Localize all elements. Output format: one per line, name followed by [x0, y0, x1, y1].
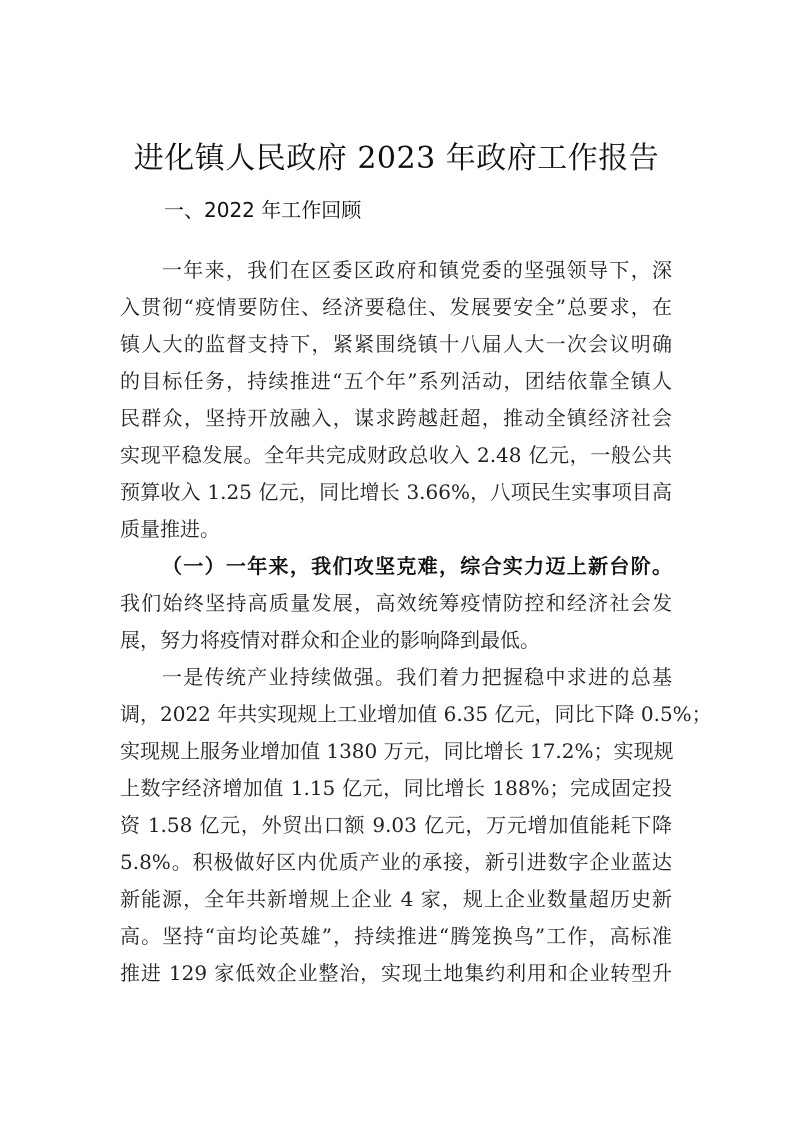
subsection-heading: （一）一年来，我们攻坚克难，综合实力迈上新台阶。	[162, 554, 672, 578]
text-line: 质量推进。	[120, 517, 220, 541]
section-heading: 一、2022 年工作回顾	[164, 198, 362, 222]
text-line: 上数字经济增加值 1.15 亿元，同比增长 188%；完成固定投	[120, 776, 672, 800]
text-line: 新能源，全年共新增规上企业 4 家，规上企业数量超历史新	[120, 887, 672, 911]
text-line: 的目标任务，持续推进“五个年”系列活动，团结依靠全镇人	[120, 369, 672, 393]
text-line: 镇人大的监督支持下，紧紧围绕镇十八届人大一次会议明确	[120, 332, 672, 356]
text-line: 实现平稳发展。全年共完成财政总收入 2.48 亿元，一般公共	[120, 443, 672, 467]
text-line: 展，努力将疫情对群众和企业的影响降到最低。	[120, 628, 540, 652]
text-line: 实现规上服务业增加值 1380 万元，同比增长 17.2%；实现规	[120, 739, 674, 763]
document-title: 进化镇人民政府 2023 年政府工作报告	[133, 141, 660, 176]
text-line: 调，2022 年共实现规上工业增加值 6.35 亿元，同比下降 0.5%；	[120, 702, 712, 726]
text-line: 民群众，坚持开放融入，谋求跨越赶超，推动全镇经济社会	[120, 406, 672, 430]
text-line: 推进 129 家低效企业整治，实现土地集约利用和企业转型升	[120, 961, 672, 985]
text-line: 一年来，我们在区委区政府和镇党委的坚强领导下，深	[162, 258, 672, 282]
text-line: 预算收入 1.25 亿元，同比增长 3.66%，八项民生实事项目高	[120, 480, 672, 504]
text-line: 高。坚持“亩均论英雄”，持续推进“腾笼换鸟”工作，高标准	[120, 924, 672, 948]
text-line: 一是传统产业持续做强。我们着力把握稳中求进的总基	[162, 665, 672, 689]
text-line: 我们始终坚持高质量发展，高效统筹疫情防控和经济社会发	[120, 591, 672, 615]
text-line: 5.8%。积极做好区内优质产业的承接，新引进数字企业蓝达	[120, 850, 672, 874]
text-line: 资 1.58 亿元，外贸出口额 9.03 亿元，万元增加值能耗下降	[120, 813, 672, 837]
text-line: 入贯彻“疫情要防住、经济要稳住、发展要安全”总要求，在	[120, 295, 672, 319]
